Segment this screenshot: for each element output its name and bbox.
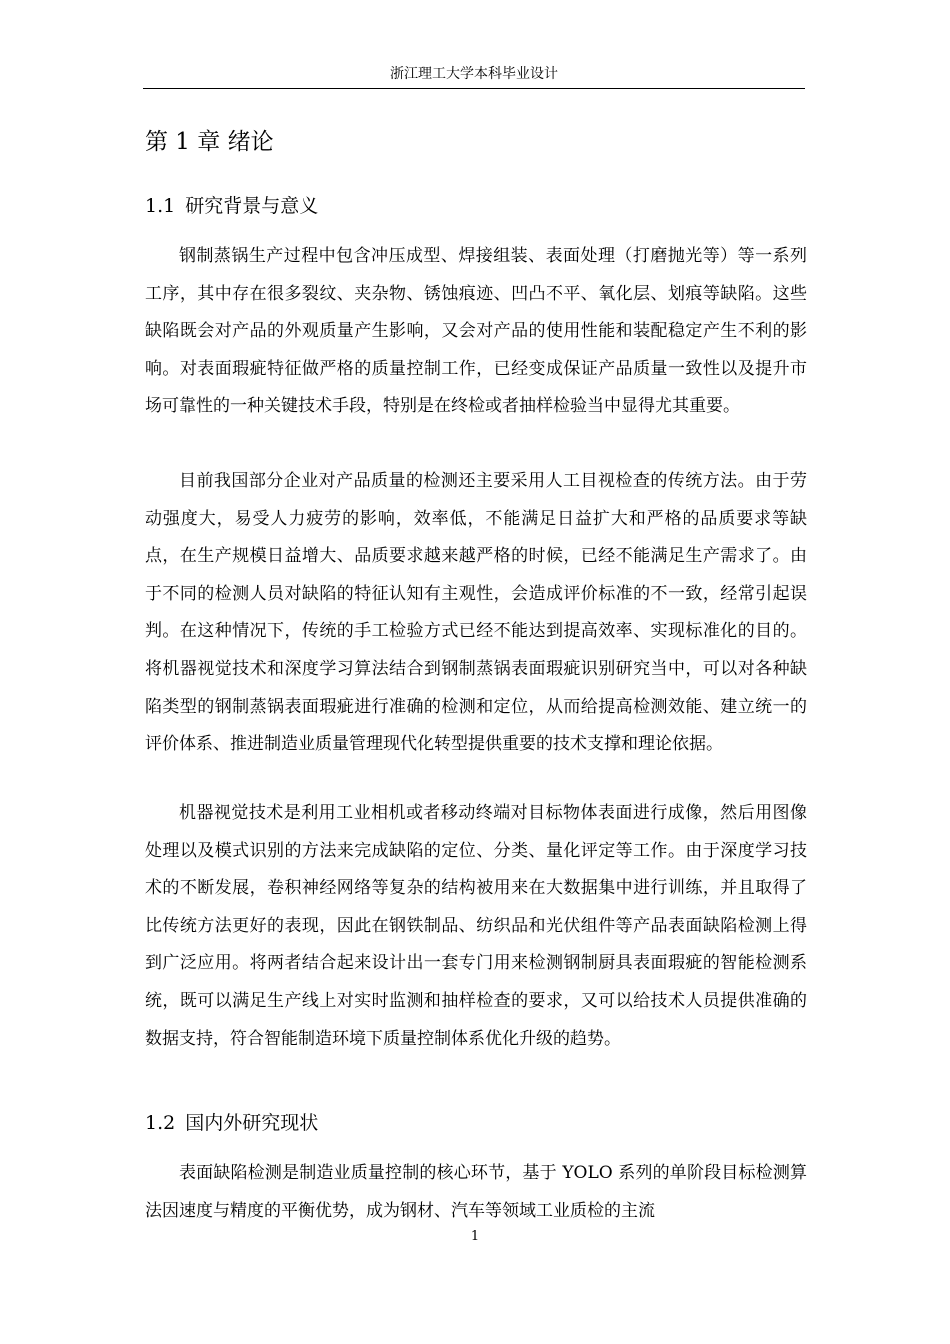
section-title-1-1: [145, 190, 318, 222]
paragraph-manual-inspection: 目前我国部分企业对产品质量的检测还主要采用人工目视检查的传统方法。由于劳动强度大，易受人力疲劳的影响，效率低，不能满足日益扩大和严格的品质要求等缺点，在生产规模日益增大、品质要求越来越严格的时候，已经不能满足生产需求了。由于不同的检测人员对缺陷的特征认知有主观性，会造成评价标准的不一致，经常引起误判。在这种情况下，传统的手工检验方式已经不能达到提高效率、实现标准化的目的。将机器视觉技术和深度学习算法结合到钢制蒸锅表面瑕疵识别研究当中，可以对各种缺陷类型的钢制蒸锅表面瑕疵进行准确的检测和定位，从而给提高检测效能、建立统一的评价体系、推进制造业质量管理现代化转型提供重要的技术支撑和理论依据。: [145, 471, 807, 755]
header-text: 浙江理工大学本科毕业设计: [390, 66, 558, 82]
section-heading: 研究背景与意义: [185, 195, 319, 217]
paragraph-machine-vision: 机器视觉技术是利用工业相机或者移动终端对目标物体表面进行成像，然后用图像处理以及模式识别的方法来完成缺陷的定位、分类、量化评定等工作。由于深度学习技术的不断发展，卷积神经网络等复杂的结构被用来在大数据集中进行训练，并且取得了比传统方法更好的表现，因此在钢铁制品、纺织品和光伏组件等产品表面缺陷检测上得到广泛应用。将两者结合起来设计出一套专门用来检测钢制厨具表面瑕疵的智能检测系统，既可以满足生产线上对实时监测和抽样检查的要求，又可以给技术人员提供准确的数据支持，符合智能制造环境下质量控制体系优化升级的趋势。: [145, 803, 807, 1049]
section-number: 1.1: [145, 195, 176, 217]
section-number: 1.2: [145, 1112, 176, 1134]
page-number: 1: [470, 1229, 480, 1244]
chapter-title: 第 1 章 绪论: [145, 129, 274, 155]
section-title-1-2: [145, 1107, 318, 1139]
page-header: [143, 62, 805, 89]
paragraph-research-status: 表面缺陷检测是制造业质量控制的核心环节，基于 YOLO 系列的单阶段目标检测算法因速度与精度的平衡优势，成为钢材、汽车等领域工业质检的主流: [145, 1163, 807, 1221]
section-heading: 国内外研究现状: [185, 1112, 319, 1134]
paragraph-background: 钢制蒸锅生产过程中包含冲压成型、焊接组装、表面处理（打磨抛光等）等一系列工序，其中存在很多裂纹、夹杂物、锈蚀痕迹、凹凸不平、氧化层、划痕等缺陷。这些缺陷既会对产品的外观质量产生影响，又会对产品的使用性能和装配稳定产生不利的影响。对表面瑕疵特征做严格的质量控制工作，已经变成保证产品质量一致性以及提升市场可靠性的一种关键技术手段，特别是在终检或者抽样检验当中显得尤其重要。: [145, 246, 807, 417]
